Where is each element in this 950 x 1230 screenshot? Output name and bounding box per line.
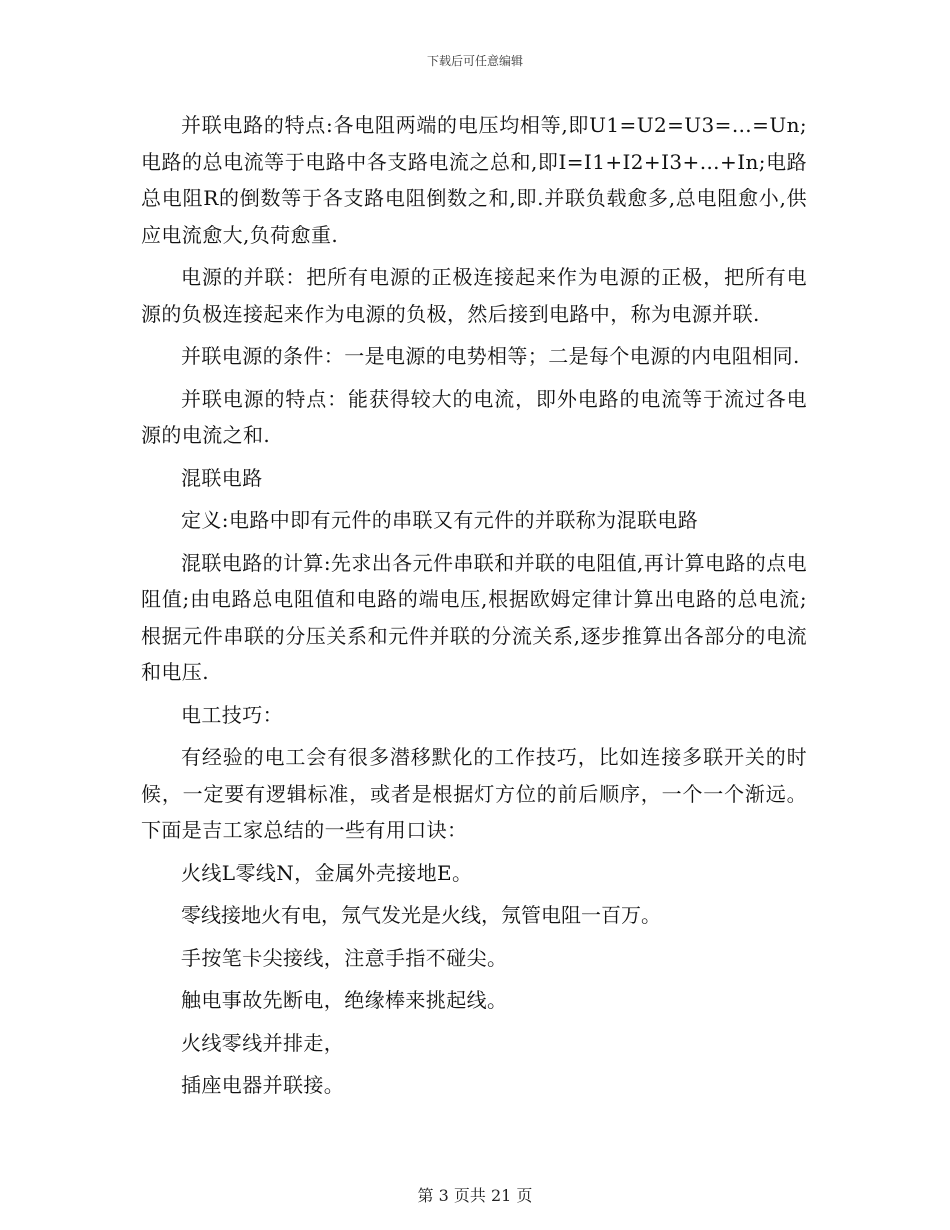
paragraph-mixed-circuit-definition: 定义:电路中即有元件的串联又有元件的并联称为混联电路 — [181, 508, 699, 532]
section-heading-electrician-tips: 电工技巧： — [181, 702, 283, 727]
paragraph-electrician-experience: 有经验的电工会有很多潜移默化的工作技巧，比如连接多联开关的时候，一定要有逻辑标准，或者是根据灯方位的前后顺序，一个一个渐远。下面是吉工家总结的一些有用口诀： — [141, 745, 807, 842]
mnemonic-line-4: 触电事故先断电，绝缘棒来挑起线。 — [181, 988, 508, 1012]
paragraph-mixed-circuit-calculation: 混联电路的计算:先求出各元件串联和并联的电阻值,再计算电路的点电阻值;由电路总电阻值和电路的端电压,根据欧姆定律计算出电路的总电流;根据元件串联的分压关系和元件并联的分流关系,逐步推算出各部分的电流和电压. — [141, 550, 807, 684]
mnemonic-line-1: 火线L零线N，金属外壳接地E。 — [181, 860, 473, 885]
document-body — [141, 107, 807, 1110]
section-heading-mixed-circuit: 混联电路 — [181, 465, 263, 490]
paragraph-parallel-circuit-features: 并联电路的特点:各电阻两端的电压均相等,即U1=U2=U3=…=Un;电路的总电流等于电路中各支路电流之总和,即I=I1+I2+I3+…+In;电路总电阻R的倒数等于各支路电阻倒数之和,即.并联负载愈多,总电阻愈小,供应电流愈大,负荷愈重. — [141, 113, 807, 247]
mnemonic-line-5: 火线零线并排走， — [181, 1030, 345, 1055]
page-header: 下载后可任意编辑 — [426, 54, 523, 68]
page-footer: 第 3 页共 21 页 — [417, 1186, 533, 1205]
paragraph-parallel-source-features: 并联电源的特点：能获得较大的电流，即外电路的电流等于流过各电源的电流之和. — [141, 386, 807, 447]
paragraph-parallel-source-conditions: 并联电源的条件：一是电源的电势相等；二是每个电源的内电阻相同. — [181, 344, 800, 368]
paragraph-power-source-parallel: 电源的并联：把所有电源的正极连接起来作为电源的正极，把所有电源的负极连接起来作为电源的负极，然后接到电路中，称为电源并联. — [141, 265, 807, 326]
mnemonic-line-6: 插座电器并联接。 — [181, 1073, 345, 1097]
mnemonic-line-2: 零线接地火有电，氖气发光是火线，氖管电阻一百万。 — [181, 903, 661, 927]
mnemonic-line-3: 手按笔卡尖接线，注意手指不碰尖。 — [181, 945, 508, 970]
